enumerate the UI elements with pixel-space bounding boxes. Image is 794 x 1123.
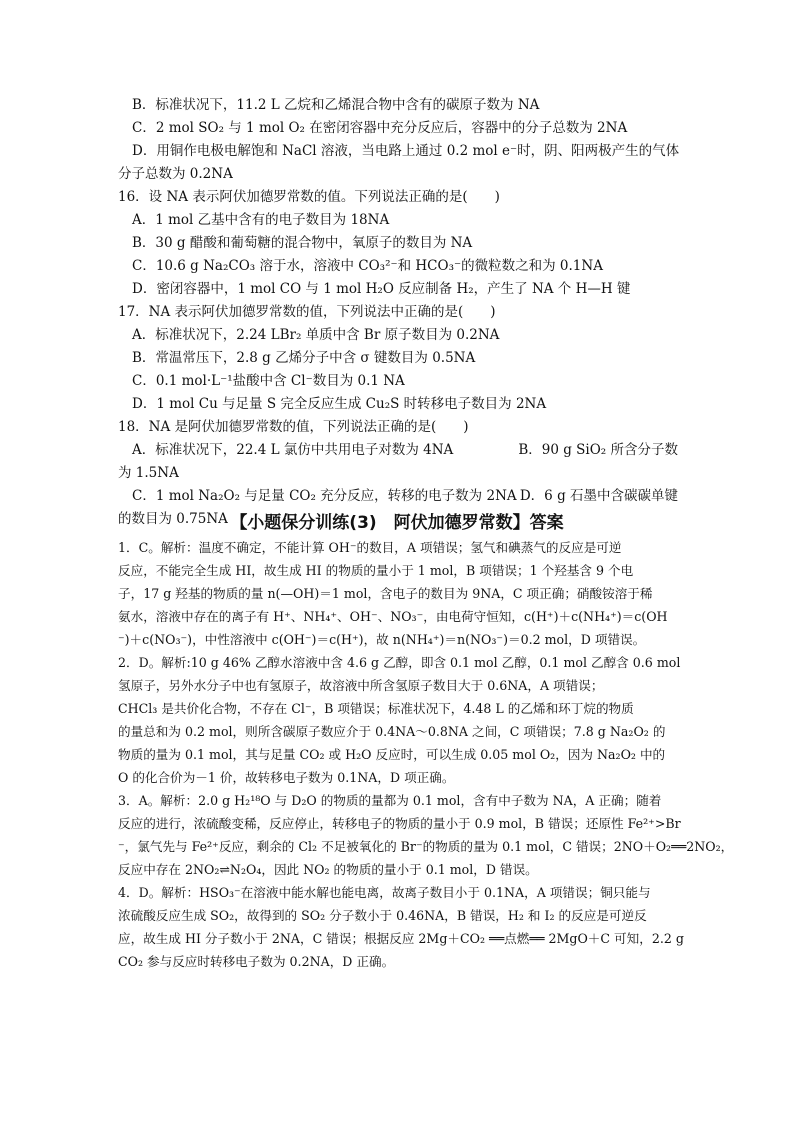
answer-3-line: ⁻，氯气先与 Fe²⁺反应，剩余的 Cl₂ 不足被氧化的 Br⁻的物质的量为 0.1 mol，C 错误；2NO＋O₂══2NO₂， [118, 839, 734, 854]
q15-option-d: D．用铜作电极电解饱和 NaCl 溶液，当电路上通过 0.2 mol e⁻时，阴、阳两极产生的气体 [132, 143, 680, 159]
q17-option-c: C．0.1 mol·L⁻¹盐酸中含 Cl⁻数目为 0.1 NA [132, 373, 405, 389]
q16-option-b: B．30 g 醋酸和葡萄糖的混合物中，氧原子的数目为 NA [132, 235, 473, 251]
answers-title: 【小题保分训练(3) 阿伏加德罗常数】答案 [230, 513, 564, 533]
q18-stem: 18．NA 是阿伏加德罗常数的值，下列说法正确的是( ) [118, 419, 469, 435]
questions-section [118, 94, 678, 531]
answer-1-line: 子，17 g 羟基的物质的量 n(—OH)＝1 mol，含电子的数目为 9NA，C 项正确；硝酸铵溶于稀 [118, 586, 653, 601]
answer-1-line: 反应，不能完全生成 HI，故生成 HI 的物质的量小于 1 mol，B 项错误；1 个羟基含 9 个电 [118, 563, 634, 578]
answer-2-line: O 的化合价为－1 价，故转移电子数为 0.1NA，D 项正确。 [118, 770, 455, 785]
q15-option-d-cont: 分子总数为 0.2NA [118, 166, 233, 182]
q16-stem: 16．设 NA 表示阿伏加德罗常数的值。下列说法正确的是( ) [118, 189, 500, 205]
answer-2-line: 物质的量为 0.1 mol，其与足量 CO₂ 或 H₂O 反应时，可以生成 0.05 mol O₂，因为 Na₂O₂ 中的 [118, 747, 666, 762]
answer-3-line: 反应中存在 2NO₂⇌N₂O₄，因此 NO₂ 的物质的量小于 0.1 mol，D 错误。 [118, 862, 538, 877]
answer-2 [118, 651, 681, 789]
answer-3 [118, 789, 734, 881]
q17-option-d: D．1 mol Cu 与足量 S 完全反应生成 Cu₂S 时转移电子数目为 2NA [132, 396, 547, 412]
answer-2-line: 氢原子，另外水分子中也有氢原子，故溶液中所含氢原子数目大于 0.6NA，A 项错误； [118, 678, 604, 693]
answer-4-line: 应，故生成 HI 分子数小于 2NA，C 错误；根据反应 2Mg＋CO₂ ══点燃══ 2MgO＋C 可知，2.2 g [118, 931, 684, 946]
q16-option-a: A．1 mol 乙基中含有的电子数目为 18NA [132, 212, 390, 228]
answer-4-line: 浓硫酸反应生成 SO₂，故得到的 SO₂ 分子数小于 0.46NA，B 错误，H₂ 和 I₂ 的反应是可逆反 [118, 908, 647, 923]
answer-3-line: 3．A。解析：2.0 g H₂¹⁸O 与 D₂O 的物质的量都为 0.1 mol，含有中子数为 NA，A 正确；随着 [118, 793, 662, 808]
answer-4-line: CO₂ 参与反应时转移电子数为 0.2NA，D 正确。 [118, 954, 395, 969]
q15-option-c: C．2 mol SO₂ 与 1 mol O₂ 在密闭容器中充分反应后，容器中的分子总数为 2NA [132, 120, 628, 136]
answer-4 [118, 881, 684, 973]
answer-1 [118, 536, 678, 651]
q17-option-b: B．常温常压下，2.8 g 乙烯分子中含 σ 键数目为 0.5NA [132, 350, 476, 366]
answer-1-line: ⁻)＋c(NO₃⁻)，中性溶液中 c(OH⁻)＝c(H⁺)，故 n(NH₄⁺)＝n(NO₃⁻)＝0.2 mol，D 项错误。 [118, 632, 646, 647]
answer-1-line: 1．C。解析：温度不确定，不能计算 OH⁻的数目，A 项错误；氢气和碘蒸气的反应是可逆 [118, 540, 622, 555]
q16-option-d: D．密闭容器中，1 mol CO 与 1 mol H₂O 反应制备 H₂，产生了 NA 个 H—H 键 [132, 281, 631, 297]
q18-option-d: D．6 g 石墨中含碳碳单键 [519, 488, 678, 504]
answer-1-line: 氨水，溶液中存在的离子有 H⁺、NH₄⁺、OH⁻、NO₃⁻，由电荷守恒知，c(H⁺)＋c(NH₄⁺)＝c(OH [118, 609, 668, 624]
q17-stem: 17．NA 表示阿伏加德罗常数的值，下列说法中正确的是( ) [118, 304, 496, 320]
q15-option-b: B．标准状况下，11.2 L 乙烷和乙烯混合物中含有的碳原子数为 NA [132, 97, 540, 113]
q16-option-c: C．10.6 g Na₂CO₃ 溶于水，溶液中 CO₃²⁻和 HCO₃⁻的微粒数之和为 0.1NA [132, 258, 603, 274]
q18-option-a: A．标准状况下，22.4 L 氯仿中共用电子对数为 4NA [132, 442, 454, 458]
answer-2-line: 的量总和为 0.2 mol，则所含碳原子数应介于 0.4NA～0.8NA 之间，C 项错误；7.8 g Na₂O₂ 的 [118, 724, 666, 739]
answer-4-line: 4．D。解析：HSO₃⁻在溶液中能水解也能电离，故离子数目小于 0.1NA，A 项错误；铜只能与 [118, 885, 651, 900]
answers-section [118, 536, 734, 973]
answer-3-line: 反应的进行，浓硫酸变稀，反应停止，转移电子的物质的量小于 0.9 mol，B 错误；还原性 Fe²⁺>Br [118, 816, 681, 831]
q18-row-cd [118, 485, 678, 508]
q17-option-a: A．标准状况下，2.24 LBr₂ 单质中含 Br 原子数目为 0.2NA [132, 327, 500, 343]
answer-2-line: 2．D。解析:10 g 46% 乙醇水溶液中含 4.6 g 乙醇，即含 0.1 mol 乙醇，0.1 mol 乙醇含 0.6 mol [118, 655, 681, 670]
q18-option-b: B．90 g SiO₂ 所含分子数 [518, 442, 678, 458]
q18-row-ab [118, 439, 678, 462]
q18-option-b-cont: 为 1.5NA [118, 465, 179, 481]
answer-2-line: CHCl₃ 是共价化合物，不存在 Cl⁻，B 项错误；标准状况下，4.48 L 的乙烯和环丁烷的物质 [118, 701, 634, 716]
q18-option-c: C．1 mol Na₂O₂ 与足量 CO₂ 充分反应，转移的电子数为 2NA [132, 488, 517, 504]
q18-option-d-cont: 的数目为 0.75NA [118, 511, 228, 527]
